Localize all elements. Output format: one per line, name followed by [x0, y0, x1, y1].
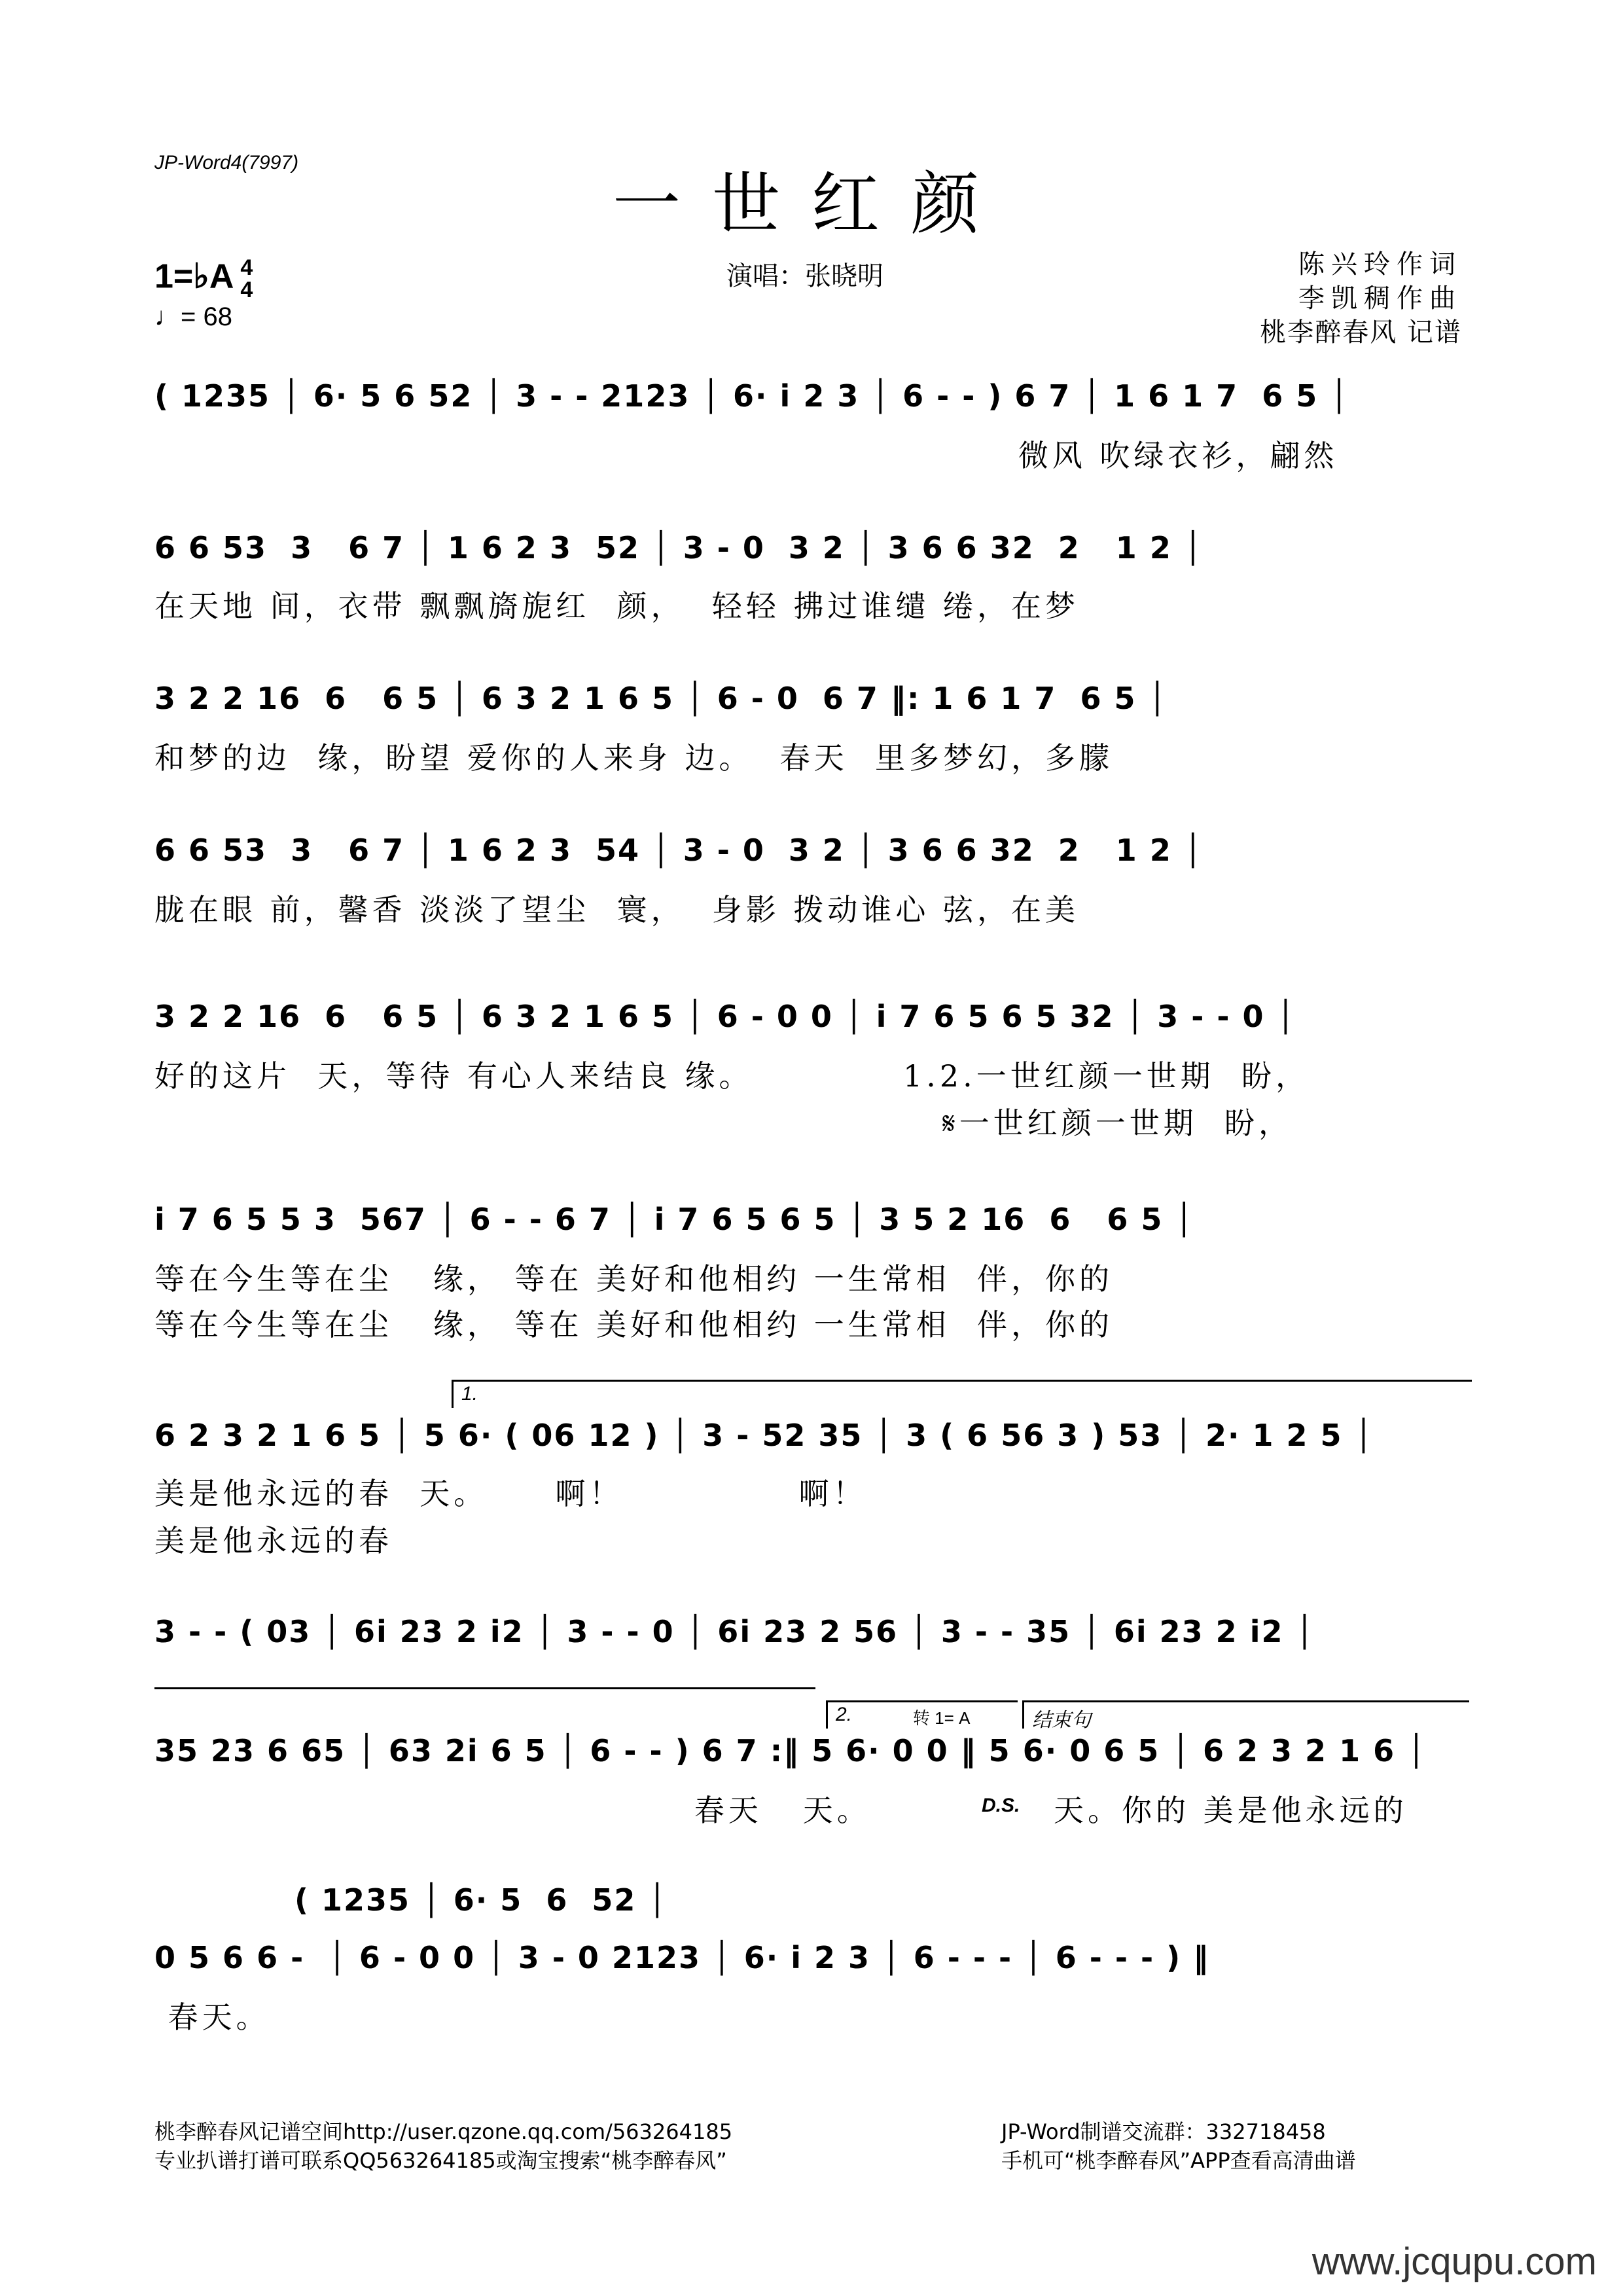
footer-left-1: 桃李醉春风记谱空间http://user.qzone.qq.com/563264185 [154, 2119, 733, 2144]
score-line-9-lyric: 春天 天。 [154, 1793, 871, 1828]
score-line-9-lyric-b: 天。你的 美是他永远的 [1054, 1793, 1408, 1828]
modulation-mark: 转 1= A [913, 1708, 971, 1728]
ending-label: 结束句 [1032, 1710, 1091, 1731]
tempo-mark: ♩= 68 [154, 302, 232, 331]
score-line-3-lyric: 和梦的边 缘，盼望 爱你的人来身 边。 春天 里多梦幻，多朦 [154, 740, 1113, 776]
score-line-5-alt-lyric-2: 𝄋一世红颜一世期 盼， [942, 1105, 1293, 1141]
score-line-4-lyric: 胧在眼 前，馨香 淡淡了望尘 寰， 身影 拨动谁心 弦，在美 [154, 892, 1079, 927]
score-line-7-notes: 6 2 3 2 1 6 5 │ 5 6· ( 06 12 ) │ 3 - 52 35 │ 3 ( 6 56 3 ) 53 │ 2· 1 2 5 │ [154, 1418, 1374, 1453]
score-line-2-notes: 6 6 53 3 6 7 │ 1 6 2 3 52 │ 3 - 0 3 2 │ 3 6 6 32 2 1 2 │ [154, 530, 1204, 565]
volta-1-label: 1. [461, 1383, 478, 1405]
ending-bracket [1022, 1700, 1469, 1729]
key-label: 1=♭A [154, 257, 234, 296]
volta-bracket-2 [826, 1700, 1018, 1729]
score-line-5-notes: 3 2 2 16 6 6 5 │ 6 3 2 1 6 5 │ 6 - 0 0 │ i 7 6 5 6 5 32 │ 3 - - 0 │ [154, 999, 1296, 1034]
footer-right-2: 手机可“桃李醉春风”APP查看高清曲谱 [1001, 2148, 1356, 2173]
volta-2-label: 2. [836, 1704, 853, 1725]
score-line-7-lyric-1: 美是他永远的春 天。 啊！ 啊！ [154, 1476, 867, 1511]
volta-continuation-line [154, 1687, 815, 1689]
footer-right-1: JP-Word制谱交流群：332718458 [1001, 2119, 1326, 2144]
source-label: JP-Word4(7997) [154, 152, 299, 173]
score-line-4-notes: 6 6 53 3 6 7 │ 1 6 2 3 54 │ 3 - 0 3 2 │ 3 6 6 32 2 1 2 │ [154, 833, 1204, 868]
score-line-10-upper: ( 1235 │ 6· 5 6 52 │ [294, 1882, 668, 1918]
singer-credit: 演唱：张晓明 [726, 261, 883, 291]
score-line-1-lyric: 微风 吹绿衣衫，翩然 [154, 438, 1338, 473]
footer-left-2: 专业扒谱打谱可联系QQ563264185或淘宝搜索“桃李醉春风” [154, 2148, 727, 2173]
score-line-7-lyric-2: 美是他永远的春 [154, 1523, 393, 1558]
score-line-8-notes: 3 - - ( 03 │ 6i 23 2 i2 │ 3 - - 0 │ 6i 23 2 56 │ 3 - - 35 │ 6i 23 2 i2 │ [154, 1614, 1315, 1649]
ds-mark: D.S. [982, 1795, 1020, 1816]
lyricist-credit: 陈兴玲作词 [1298, 249, 1462, 279]
score-line-5-lyric: 好的这片 天，等待 有心人来结良 缘。 [154, 1058, 753, 1094]
composer-credit: 李凯稠作曲 [1298, 283, 1462, 314]
watermark: www.jcqupu.com [1311, 2240, 1597, 2283]
score-line-10-notes: 0 5 6 6 - │ 6 - 0 0 │ 3 - 0 2123 │ 6· i 2 3 │ 6 - - - │ 6 - - - ) ‖ [154, 1940, 1210, 1975]
time-top: 4 [240, 255, 253, 280]
key-signature [154, 257, 253, 301]
score-line-9-notes: 35 23 6 65 │ 63 2i 6 5 │ 6 - - ) 6 7 :‖ 5 6· 0 0 ‖ 5 6· 0 6 5 │ 6 2 3 2 1 6 │ [154, 1733, 1427, 1768]
volta-bracket-1 [452, 1380, 1472, 1408]
score-line-5-alt-lyric-1: 1.2.一世红颜一世期 盼， [903, 1058, 1310, 1094]
score-line-2-lyric: 在天地 间，衣带 飘飘旖旎红 颜， 轻轻 拂过谁缱 绻，在梦 [154, 588, 1079, 624]
score-line-6-notes: i 7 6 5 5 3 567 │ 6 - - 6 7 │ i 7 6 5 6 5 │ 3 5 2 16 6 6 5 │ [154, 1202, 1195, 1237]
score-line-3-notes: 3 2 2 16 6 6 5 │ 6 3 2 1 6 5 │ 6 - 0 6 7 ‖: 1 6 1 7 6 5 │ [154, 681, 1168, 716]
page-title: 一世红颜 [612, 164, 1010, 244]
time-signature [240, 257, 253, 301]
transcriber-credit: 桃李醉春风 记谱 [1260, 317, 1462, 348]
time-bottom: 4 [240, 278, 253, 302]
score-line-1-notes: ( 1235 │ 6· 5 6 52 │ 3 - - 2123 │ 6· i 2 3 │ 6 - - ) 6 7 │ 1 6 1 7 6 5 │ [154, 378, 1349, 414]
score-line-10-lyric: 春天。 [154, 2000, 270, 2035]
score-line-6-lyric-1: 等在今生等在尘 缘， 等在 美好和他相约 一生常相 伴，你的 [154, 1261, 1113, 1297]
score-line-6-lyric-2: 等在今生等在尘 缘， 等在 美好和他相约 一生常相 伴，你的 [154, 1307, 1113, 1342]
